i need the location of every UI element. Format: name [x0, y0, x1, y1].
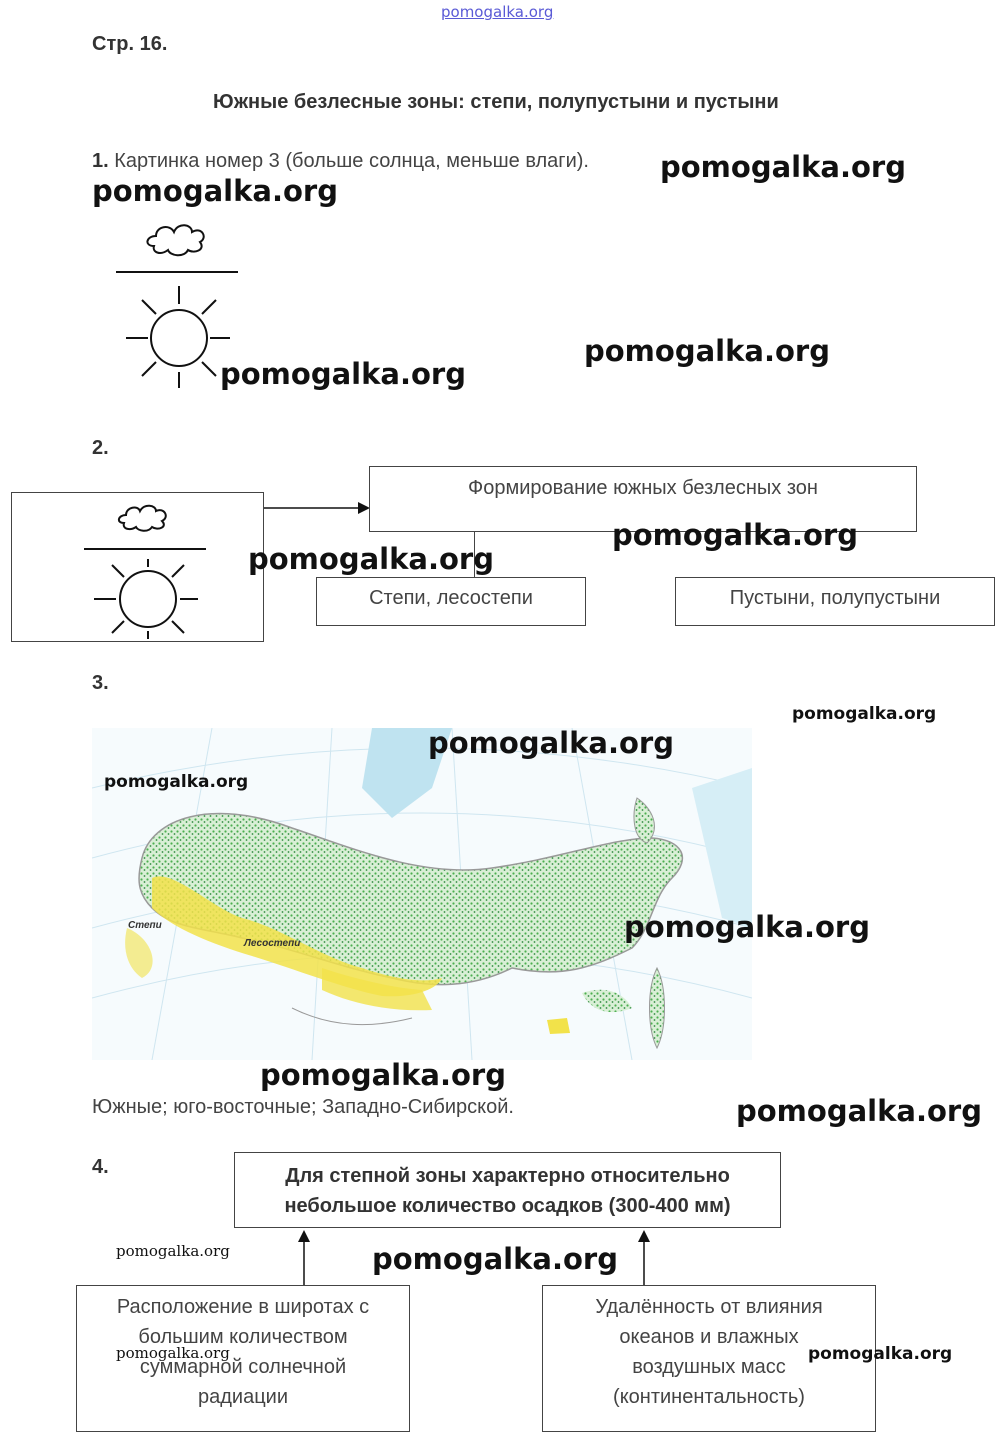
task2-left-box: Степи, лесостепи — [316, 577, 586, 626]
page-number: Стр. 16. — [92, 33, 168, 55]
arrow-right-icon — [264, 500, 372, 516]
task4-top-box-line: небольшое количество осадков (300-400 мм) — [284, 1195, 731, 1217]
task4-number: 4. — [92, 1156, 109, 1178]
task1-line — [92, 150, 589, 173]
task1-text: Картинка номер 3 (больше солнца, меньше влаги). — [114, 150, 589, 172]
watermark: pomogalka.org — [92, 174, 338, 208]
watermark: pomogalka.org — [624, 910, 870, 944]
task4-right-box-line: воздушных масс — [632, 1356, 786, 1378]
watermark: pomogalka.org — [260, 1058, 506, 1092]
watermark: pomogalka.org — [428, 726, 674, 760]
task4-left-box-line: радиации — [197, 1386, 288, 1408]
watermark: pomogalka.org — [792, 704, 937, 724]
task4-left-box-line: Расположение в широтах с — [116, 1296, 370, 1318]
task3-answer: Южные; юго-восточные; Западно-Сибирской. — [92, 1096, 514, 1118]
task4-top-box-line: Для степной зоны характерно относительно — [285, 1165, 730, 1187]
map-label-steppe: Степи — [128, 920, 162, 931]
task4-right-box-line: (континентальность) — [613, 1386, 805, 1408]
task3-number: 3. — [92, 672, 109, 694]
watermark: pomogalka.org — [248, 542, 494, 576]
task4-right-box-line: Удалённость от влияния — [595, 1296, 823, 1318]
arrow-up-icon — [296, 1228, 312, 1286]
watermark: pomogalka.org — [808, 1344, 953, 1364]
watermark: pomogalka.org — [372, 1242, 618, 1276]
task4-left-box-line: суммарной солнечной — [139, 1356, 347, 1378]
watermark: pomogalka.org — [660, 150, 906, 184]
task2-icon-box — [11, 492, 264, 642]
task2-right-box: Пустыни, полупустыни — [675, 577, 995, 626]
watermark: pomogalka.org — [584, 334, 830, 368]
site-link[interactable]: pomogalka.org — [441, 3, 554, 21]
task4-left-box-line: большим количеством — [138, 1326, 348, 1348]
watermark: pomogalka.org — [116, 1242, 230, 1260]
task4-right-box-line: океанов и влажных — [619, 1326, 799, 1348]
watermark: pomogalka.org — [736, 1094, 982, 1128]
watermark: pomogalka.org — [116, 1344, 230, 1362]
map-label-forest-steppe: Лесостепи — [244, 938, 301, 949]
watermark: pomogalka.org — [612, 518, 858, 552]
task2-main-box: Формирование южных безлесных зон — [369, 466, 917, 532]
task2-number: 2. — [92, 437, 109, 459]
watermark: pomogalka.org — [104, 772, 249, 792]
task1-number: 1. — [92, 150, 109, 172]
page-title: Южные безлесные зоны: степи, полупустыни и пустыни — [213, 91, 779, 113]
arrow-up-icon — [636, 1228, 652, 1286]
watermark: pomogalka.org — [220, 357, 466, 391]
task4-top-box — [234, 1152, 781, 1228]
cloud-sun-icon — [12, 493, 262, 641]
